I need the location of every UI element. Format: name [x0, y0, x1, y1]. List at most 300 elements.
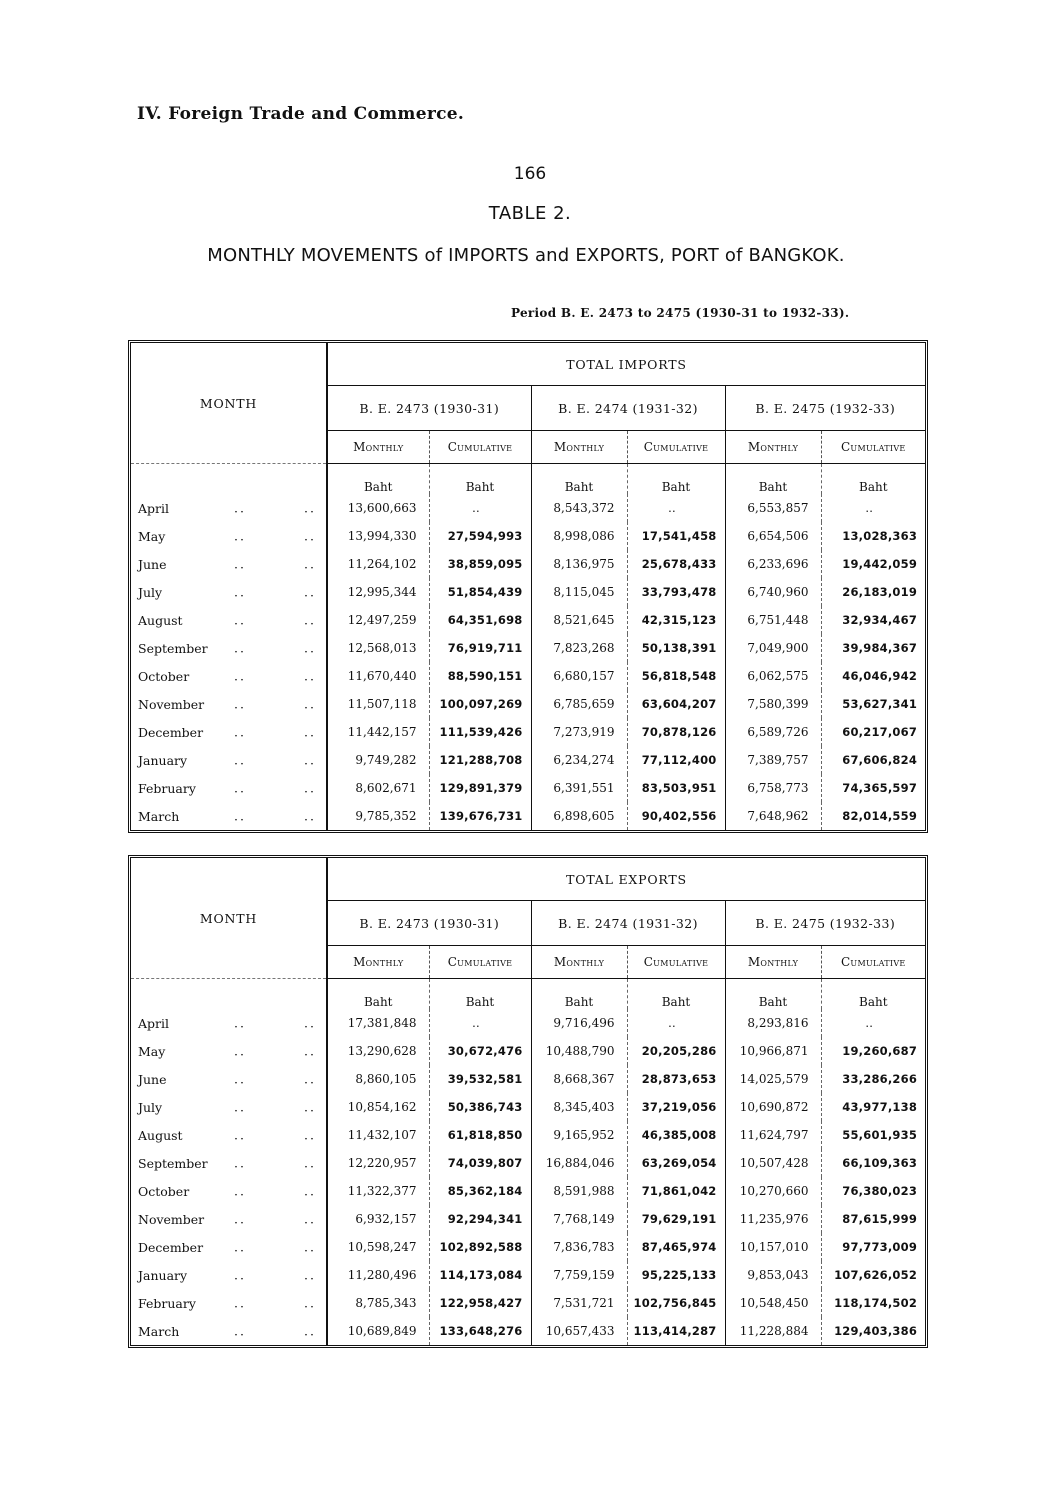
cumulative-value: 53,627,341 — [842, 697, 918, 711]
monthly-value: 12,568,013 — [327, 634, 429, 662]
monthly-value: 10,689,849 — [327, 1317, 429, 1345]
cumulative-value: 118,174,502 — [834, 1296, 918, 1310]
table-row — [131, 774, 925, 802]
monthly-value: 10,854,162 — [327, 1093, 429, 1121]
monthly-value: 11,507,118 — [327, 690, 429, 718]
cumulative-value: 43,977,138 — [842, 1100, 918, 1114]
monthly-value: 11,264,102 — [327, 550, 429, 578]
leader-dots: .. — [304, 1099, 316, 1115]
cumulative-value: 122,958,427 — [429, 1289, 531, 1317]
month-label: June — [138, 1071, 167, 1087]
cumulative-value: 64,351,698 — [429, 606, 531, 634]
monthly-value: 8,115,045 — [531, 578, 627, 606]
leader-dots: .. — [304, 668, 316, 684]
monthly-value: 14,025,579 — [725, 1065, 821, 1093]
monthly-value: 8,345,403 — [531, 1093, 627, 1121]
leader-dots: .. — [234, 1239, 246, 1255]
monthly-value: 6,680,157 — [531, 662, 627, 690]
monthly-value: 13,994,330 — [327, 522, 429, 550]
cumulative-value: 87,465,974 — [627, 1233, 725, 1261]
leader-dots: .. — [234, 1211, 246, 1227]
table-row — [131, 690, 925, 718]
leader-dots: .. — [234, 528, 246, 544]
cumulative-value: 61,818,850 — [429, 1121, 531, 1149]
cumulative-value: 33,793,478 — [627, 578, 725, 606]
cumulative-value: .. — [627, 494, 725, 522]
unit-label: Baht — [531, 979, 627, 1010]
table-row — [131, 1093, 925, 1121]
cumulative-value: 46,046,942 — [842, 669, 918, 683]
monthly-value: 8,602,671 — [327, 774, 429, 802]
month-label: August — [138, 612, 183, 628]
leader-dots: .. — [304, 1239, 316, 1255]
leader-dots: .. — [234, 780, 246, 796]
month-label: September — [138, 1155, 208, 1171]
leader-dots: .. — [304, 640, 316, 656]
cumulative-value: 51,854,439 — [429, 578, 531, 606]
month-cell — [131, 1317, 327, 1345]
cumulative-value: 83,503,951 — [627, 774, 725, 802]
monthly-header: Monthly — [531, 946, 627, 979]
month-cell — [131, 634, 327, 662]
table-row — [131, 802, 925, 830]
table-row — [131, 522, 925, 550]
unit-label: Baht — [531, 464, 627, 495]
month-cell — [131, 1121, 327, 1149]
table-row — [131, 1149, 925, 1177]
leader-dots: .. — [234, 584, 246, 600]
leader-dots: .. — [304, 1267, 316, 1283]
month-label: January — [138, 1267, 188, 1283]
monthly-value: 12,995,344 — [327, 578, 429, 606]
monthly-value: 11,322,377 — [327, 1177, 429, 1205]
monthly-value: 8,293,816 — [725, 1009, 821, 1037]
monthly-value: 10,270,660 — [725, 1177, 821, 1205]
monthly-value: 7,389,757 — [725, 746, 821, 774]
monthly-value: 8,521,645 — [531, 606, 627, 634]
unit-label: Baht — [627, 979, 725, 1010]
leader-dots: .. — [304, 1211, 316, 1227]
cumulative-value: 82,014,559 — [842, 809, 918, 823]
cumulative-value: 70,878,126 — [627, 718, 725, 746]
cumulative-value: 28,873,653 — [627, 1065, 725, 1093]
table-row — [131, 1289, 925, 1317]
monthly-value: 8,136,975 — [531, 550, 627, 578]
monthly-value: 7,836,783 — [531, 1233, 627, 1261]
month-label: June — [138, 556, 167, 572]
monthly-header: Monthly — [327, 946, 429, 979]
month-header-cell — [131, 343, 327, 464]
cumulative-value: 39,984,367 — [842, 641, 918, 655]
monthly-value: 11,235,976 — [725, 1205, 821, 1233]
month-cell — [131, 1177, 327, 1205]
cumulative-value: 33,286,266 — [842, 1072, 918, 1086]
month-label: July — [138, 584, 163, 600]
leader-dots: .. — [234, 668, 246, 684]
cumulative-value: .. — [865, 501, 874, 515]
cumulative-value: 50,138,391 — [627, 634, 725, 662]
month-cell — [131, 746, 327, 774]
monthly-value: 11,228,884 — [725, 1317, 821, 1345]
exports-title: TOTAL EXPORTS — [327, 858, 925, 901]
leader-dots: .. — [234, 640, 246, 656]
cumulative-value: 67,606,824 — [842, 753, 918, 767]
leader-dots: .. — [234, 1267, 246, 1283]
table-row — [131, 1009, 925, 1037]
month-label: April — [138, 500, 169, 516]
leader-dots: .. — [304, 780, 316, 796]
month-label: November — [138, 696, 205, 712]
table-row — [131, 550, 925, 578]
monthly-value: 6,553,857 — [725, 494, 821, 522]
table-title: MONTHLY MOVEMENTS of IMPORTS and EXPORTS, PORT of BANGKOK. — [207, 245, 845, 266]
cumulative-value: 121,288,708 — [429, 746, 531, 774]
cumulative-value: 88,590,151 — [429, 662, 531, 690]
leader-dots: .. — [234, 1043, 246, 1059]
cumulative-value: 114,173,084 — [429, 1261, 531, 1289]
cumulative-value: 139,676,731 — [429, 802, 531, 830]
leader-dots: .. — [304, 1043, 316, 1059]
month-cell — [131, 1233, 327, 1261]
cumulative-value: 63,604,207 — [627, 690, 725, 718]
month-cell — [131, 1009, 327, 1037]
table-row — [131, 662, 925, 690]
cumulative-value: 30,672,476 — [429, 1037, 531, 1065]
cumulative-value: 76,380,023 — [842, 1184, 918, 1198]
monthly-value: 12,497,259 — [327, 606, 429, 634]
monthly-value: 7,580,399 — [725, 690, 821, 718]
year-header-2473: B. E. 2473 (1930-31) — [327, 901, 531, 946]
monthly-value: 9,749,282 — [327, 746, 429, 774]
leader-dots: .. — [304, 1155, 316, 1171]
cumulative-value: 20,205,286 — [627, 1037, 725, 1065]
unit-label: Baht — [725, 464, 821, 495]
month-cell — [131, 578, 327, 606]
cumulative-value: 79,629,191 — [627, 1205, 725, 1233]
leader-dots: .. — [234, 1071, 246, 1087]
table-row — [131, 1261, 925, 1289]
leader-dots: .. — [234, 1323, 246, 1339]
leader-dots: .. — [234, 696, 246, 712]
unit-label: Baht — [725, 979, 821, 1010]
monthly-value: 13,600,663 — [327, 494, 429, 522]
month-cell — [131, 1205, 327, 1233]
monthly-value: 7,531,721 — [531, 1289, 627, 1317]
month-cell — [131, 1149, 327, 1177]
monthly-value: 13,290,628 — [327, 1037, 429, 1065]
cumulative-value: 74,365,597 — [842, 781, 918, 795]
leader-dots: .. — [234, 752, 246, 768]
cumulative-value: 56,818,548 — [627, 662, 725, 690]
monthly-value: 6,391,551 — [531, 774, 627, 802]
month-cell — [131, 802, 327, 830]
table-row — [131, 1037, 925, 1065]
table-row — [131, 606, 925, 634]
cumulative-value: 25,678,433 — [627, 550, 725, 578]
cumulative-header: Cumulative — [627, 431, 725, 464]
cumulative-value: 102,756,845 — [627, 1289, 725, 1317]
leader-dots: .. — [304, 612, 316, 628]
cumulative-value: 113,414,287 — [627, 1317, 725, 1345]
cumulative-value: 63,269,054 — [627, 1149, 725, 1177]
cumulative-value: 100,097,269 — [429, 690, 531, 718]
month-header: MONTH — [199, 395, 258, 411]
monthly-value: 11,280,496 — [327, 1261, 429, 1289]
month-label: December — [138, 724, 204, 740]
cumulative-value: 76,919,711 — [429, 634, 531, 662]
month-cell — [131, 1261, 327, 1289]
monthly-value: 9,716,496 — [531, 1009, 627, 1037]
table-row — [131, 1065, 925, 1093]
monthly-value: 9,853,043 — [725, 1261, 821, 1289]
year-header-2474: B. E. 2474 (1931-32) — [531, 386, 725, 431]
month-label: March — [138, 1323, 180, 1339]
month-cell — [131, 718, 327, 746]
cumulative-value: 129,403,386 — [834, 1324, 918, 1338]
monthly-header: Monthly — [725, 946, 821, 979]
monthly-value: 8,998,086 — [531, 522, 627, 550]
leader-dots: .. — [234, 500, 246, 516]
month-cell — [131, 1093, 327, 1121]
cumulative-value: .. — [627, 1009, 725, 1037]
monthly-value: 12,220,957 — [327, 1149, 429, 1177]
month-label: October — [138, 668, 190, 684]
leader-dots: .. — [234, 612, 246, 628]
monthly-value: 8,860,105 — [327, 1065, 429, 1093]
unit-label: Baht — [429, 979, 531, 1010]
monthly-value: 10,548,450 — [725, 1289, 821, 1317]
month-cell — [131, 1289, 327, 1317]
cumulative-value: 71,861,042 — [627, 1177, 725, 1205]
monthly-value: 11,624,797 — [725, 1121, 821, 1149]
monthly-value: 16,884,046 — [531, 1149, 627, 1177]
leader-dots: .. — [304, 1295, 316, 1311]
unit-label: Baht — [429, 464, 531, 495]
month-label: November — [138, 1211, 205, 1227]
monthly-value: 9,785,352 — [327, 802, 429, 830]
monthly-value: 7,768,149 — [531, 1205, 627, 1233]
table-row — [131, 578, 925, 606]
cumulative-value: 129,891,379 — [429, 774, 531, 802]
cumulative-value: 133,648,276 — [429, 1317, 531, 1345]
leader-dots: .. — [304, 528, 316, 544]
cumulative-value: .. — [429, 494, 531, 522]
monthly-value: 6,751,448 — [725, 606, 821, 634]
imports-title: TOTAL IMPORTS — [327, 343, 925, 386]
leader-dots: .. — [304, 584, 316, 600]
month-label: September — [138, 640, 208, 656]
leader-dots: .. — [234, 1127, 246, 1143]
monthly-value: 17,381,848 — [327, 1009, 429, 1037]
cumulative-value: 13,028,363 — [842, 529, 918, 543]
month-label: December — [138, 1239, 204, 1255]
cumulative-value: 32,934,467 — [842, 613, 918, 627]
leader-dots: .. — [304, 752, 316, 768]
monthly-value: 10,157,010 — [725, 1233, 821, 1261]
leader-dots: .. — [304, 500, 316, 516]
cumulative-value: 102,892,588 — [429, 1233, 531, 1261]
leader-dots: .. — [304, 724, 316, 740]
month-cell — [131, 522, 327, 550]
monthly-value: 8,591,988 — [531, 1177, 627, 1205]
monthly-value: 8,785,343 — [327, 1289, 429, 1317]
monthly-value: 10,598,247 — [327, 1233, 429, 1261]
year-header-2475: B. E. 2475 (1932-33) — [725, 901, 925, 946]
cumulative-value: 74,039,807 — [429, 1149, 531, 1177]
table-row — [131, 1317, 925, 1345]
unit-label: Baht — [627, 464, 725, 495]
monthly-value: 6,234,274 — [531, 746, 627, 774]
leader-dots: .. — [234, 1295, 246, 1311]
cumulative-value: 97,773,009 — [842, 1240, 918, 1254]
monthly-value: 11,432,107 — [327, 1121, 429, 1149]
month-label: March — [138, 808, 180, 824]
month-header-cell — [131, 858, 327, 979]
month-header: MONTH — [199, 910, 258, 926]
cumulative-value: 60,217,067 — [842, 725, 918, 739]
monthly-value: 6,758,773 — [725, 774, 821, 802]
leader-dots: .. — [234, 1015, 246, 1031]
monthly-header: Monthly — [327, 431, 429, 464]
month-label: January — [138, 752, 188, 768]
leader-dots: .. — [234, 1183, 246, 1199]
monthly-value: 6,740,960 — [725, 578, 821, 606]
cumulative-value: .. — [865, 1016, 874, 1030]
month-label: April — [138, 1015, 169, 1031]
month-cell — [131, 1037, 327, 1065]
monthly-value: 7,823,268 — [531, 634, 627, 662]
leader-dots: .. — [304, 556, 316, 572]
cumulative-header: Cumulative — [429, 431, 531, 464]
unit-label: Baht — [859, 480, 888, 494]
cumulative-value: 85,362,184 — [429, 1177, 531, 1205]
monthly-value: 6,654,506 — [725, 522, 821, 550]
section-heading: IV. Foreign Trade and Commerce. — [137, 104, 465, 124]
year-header-2474: B. E. 2474 (1931-32) — [531, 901, 725, 946]
leader-dots: .. — [304, 696, 316, 712]
monthly-value: 7,648,962 — [725, 802, 821, 830]
cumulative-value: 37,219,056 — [627, 1093, 725, 1121]
month-cell — [131, 606, 327, 634]
monthly-value: 10,690,872 — [725, 1093, 821, 1121]
monthly-value: 10,507,428 — [725, 1149, 821, 1177]
month-label: February — [138, 1295, 196, 1311]
monthly-value: 7,049,900 — [725, 634, 821, 662]
cumulative-value: 95,225,133 — [627, 1261, 725, 1289]
leader-dots: .. — [304, 1015, 316, 1031]
month-label: October — [138, 1183, 190, 1199]
monthly-value: 8,543,372 — [531, 494, 627, 522]
cumulative-value: 50,386,743 — [429, 1093, 531, 1121]
monthly-value: 10,657,433 — [531, 1317, 627, 1345]
page-number: 166 — [513, 164, 547, 184]
leader-dots: .. — [304, 1323, 316, 1339]
cumulative-value: .. — [429, 1009, 531, 1037]
table-number: TABLE 2. — [488, 203, 572, 224]
cumulative-value: 87,615,999 — [842, 1212, 918, 1226]
leader-dots: .. — [234, 724, 246, 740]
cumulative-header: Cumulative — [429, 946, 531, 979]
cumulative-header: Cumulative — [821, 946, 925, 979]
month-cell — [131, 690, 327, 718]
leader-dots: .. — [304, 1183, 316, 1199]
monthly-value: 6,589,726 — [725, 718, 821, 746]
month-label: May — [138, 528, 166, 544]
table-row — [131, 746, 925, 774]
cumulative-value: 19,260,687 — [842, 1044, 918, 1058]
monthly-value: 6,898,605 — [531, 802, 627, 830]
cumulative-value: 107,626,052 — [834, 1268, 918, 1282]
table-row — [131, 1233, 925, 1261]
monthly-value: 9,165,952 — [531, 1121, 627, 1149]
month-label: February — [138, 780, 196, 796]
table-row — [131, 634, 925, 662]
cumulative-value: 90,402,556 — [627, 802, 725, 830]
month-cell — [131, 662, 327, 690]
cumulative-value: 38,859,095 — [429, 550, 531, 578]
cumulative-value: 46,385,008 — [627, 1121, 725, 1149]
unit-label: Baht — [327, 979, 429, 1010]
cumulative-value: 92,294,341 — [429, 1205, 531, 1233]
monthly-value: 11,442,157 — [327, 718, 429, 746]
cumulative-value: 19,442,059 — [842, 557, 918, 571]
year-header-2473: B. E. 2473 (1930-31) — [327, 386, 531, 431]
month-label: August — [138, 1127, 183, 1143]
table-row — [131, 718, 925, 746]
cumulative-value: 111,539,426 — [429, 718, 531, 746]
leader-dots: .. — [304, 1127, 316, 1143]
cumulative-value: 55,601,935 — [842, 1128, 918, 1142]
monthly-value: 11,670,440 — [327, 662, 429, 690]
month-cell — [131, 774, 327, 802]
unit-label: Baht — [327, 464, 429, 495]
table-row — [131, 1121, 925, 1149]
monthly-header: Monthly — [531, 431, 627, 464]
cumulative-value: 66,109,363 — [842, 1156, 918, 1170]
leader-dots: .. — [304, 808, 316, 824]
cumulative-header: Cumulative — [627, 946, 725, 979]
monthly-value: 8,668,367 — [531, 1065, 627, 1093]
unit-label: Baht — [859, 995, 888, 1009]
monthly-header: Monthly — [725, 431, 821, 464]
leader-dots: .. — [234, 1155, 246, 1171]
month-cell — [131, 494, 327, 522]
cumulative-value: 39,532,581 — [429, 1065, 531, 1093]
leader-dots: .. — [234, 556, 246, 572]
month-cell — [131, 550, 327, 578]
table-row — [131, 494, 925, 522]
imports-table — [128, 340, 928, 833]
cumulative-value: 26,183,019 — [842, 585, 918, 599]
monthly-value: 6,233,696 — [725, 550, 821, 578]
cumulative-header: Cumulative — [821, 431, 925, 464]
leader-dots: .. — [304, 1071, 316, 1087]
cumulative-value: 42,315,123 — [627, 606, 725, 634]
year-header-2475: B. E. 2475 (1932-33) — [725, 386, 925, 431]
month-cell — [131, 1065, 327, 1093]
cumulative-value: 17,541,458 — [627, 522, 725, 550]
month-label: July — [138, 1099, 163, 1115]
cumulative-value: 27,594,993 — [429, 522, 531, 550]
leader-dots: .. — [234, 1099, 246, 1115]
monthly-value: 10,488,790 — [531, 1037, 627, 1065]
table-row — [131, 1177, 925, 1205]
monthly-value: 7,273,919 — [531, 718, 627, 746]
period-note: Period B. E. 2473 to 2475 (1930-31 to 1932-33). — [511, 306, 850, 320]
monthly-value: 6,062,575 — [725, 662, 821, 690]
leader-dots: .. — [234, 808, 246, 824]
exports-table — [128, 855, 928, 1348]
